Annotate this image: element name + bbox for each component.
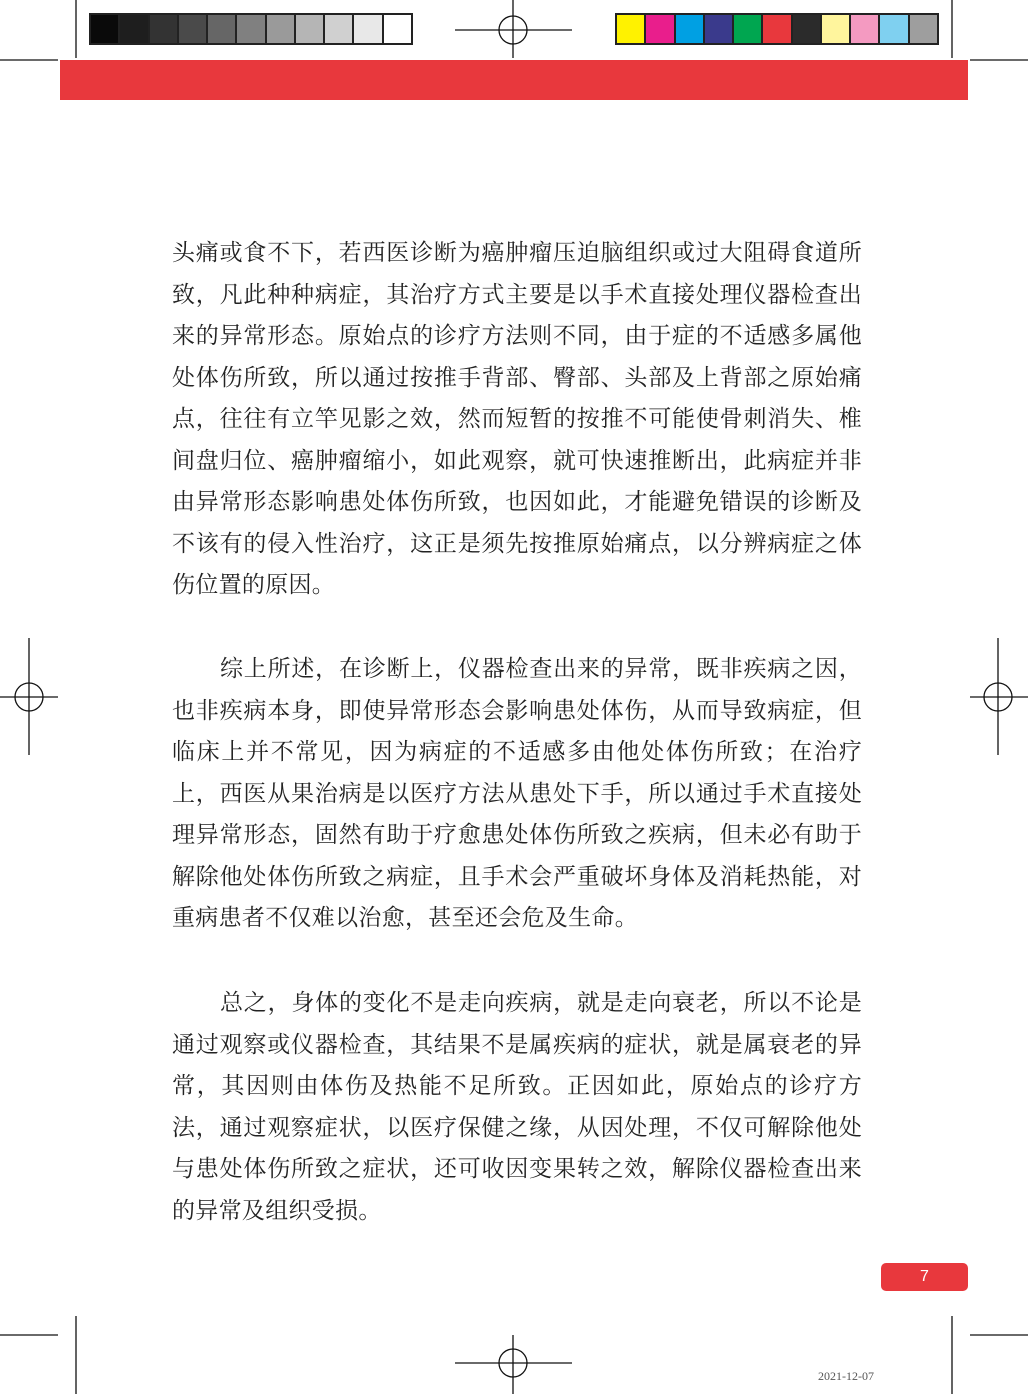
print-date: 2021-12-07	[818, 1369, 874, 1383]
gray-swatch	[237, 15, 266, 43]
color-swatch	[617, 15, 646, 43]
gray-swatch	[267, 15, 296, 43]
color-swatch	[763, 15, 792, 43]
color-swatch	[910, 15, 937, 43]
gray-swatch	[354, 15, 383, 43]
color-swatch-strip	[615, 13, 939, 45]
gray-swatch	[384, 15, 411, 43]
body-text	[172, 233, 862, 607]
grayscale-swatch-strip	[89, 13, 413, 45]
gray-swatch	[91, 15, 120, 43]
color-swatch	[676, 15, 705, 43]
header-red-bar	[60, 60, 968, 100]
color-swatch	[734, 15, 763, 43]
gray-swatch	[120, 15, 149, 43]
gray-swatch	[296, 15, 325, 43]
color-swatch	[822, 15, 851, 43]
gray-swatch	[179, 15, 208, 43]
page-number-badge: 7	[881, 1263, 968, 1291]
body-text-3	[172, 983, 862, 1232]
body-text-2	[172, 649, 862, 940]
color-swatch	[646, 15, 675, 43]
gray-swatch	[150, 15, 179, 43]
gray-swatch	[208, 15, 237, 43]
paragraph-3: 总之，身体的变化不是走向疾病，就是走向衰老，所以不论是通过观察或仪器检查，其结果不是属疾病的症状，就是属衰老的异常，其因则由体伤及热能不足所致。正因如此，原始点的诊疗方法，通过观察症状，以医疗保健之缘，从因处理，不仅可解除他处与患处体伤所致之症状，还可收因变果转之效，解除仪器检查出来的异常及组织受损。	[172, 990, 862, 1224]
paragraph-1: 头痛或食不下，若西医诊断为癌肿瘤压迫脑组织或过大阻碍食道所致，凡此种种病症，其治疗方式主要是以手术直接处理仪器检查出来的异常形态。原始点的诊疗方法则不同，由于症的不适感多属他处体伤所致，所以通过按推手背部、臀部、头部及上背部之原始痛点，往往有立竿见影之效，然而短暂的按推不可能使骨刺消失、椎间盘归位、癌肿瘤缩小，如此观察，就可快速推断出，此病症并非由异常形态影响患处体伤所致，也因如此，才能避免错误的诊断及不该有的侵入性治疗，这正是须先按推原始痛点，以分辨病症之体伤位置的原因。	[172, 240, 862, 598]
paragraph-2: 综上所述，在诊断上，仪器检查出来的异常，既非疾病之因，也非疾病本身，即使异常形态会影响患处体伤，从而导致病症，但临床上并不常见，因为病症的不适感多由他处体伤所致；在治疗上，西医从果治病是以医疗方法从患处下手，所以通过手术直接处理异常形态，固然有助于疗愈患处体伤所致之疾病，但未必有助于解除他处体伤所致之病症，且手术会严重破坏身体及消耗热能，对重病患者不仅难以治愈，甚至还会危及生命。	[172, 656, 862, 931]
gray-swatch	[325, 15, 354, 43]
color-swatch	[705, 15, 734, 43]
color-swatch	[880, 15, 909, 43]
color-swatch	[851, 15, 880, 43]
color-swatch	[793, 15, 822, 43]
